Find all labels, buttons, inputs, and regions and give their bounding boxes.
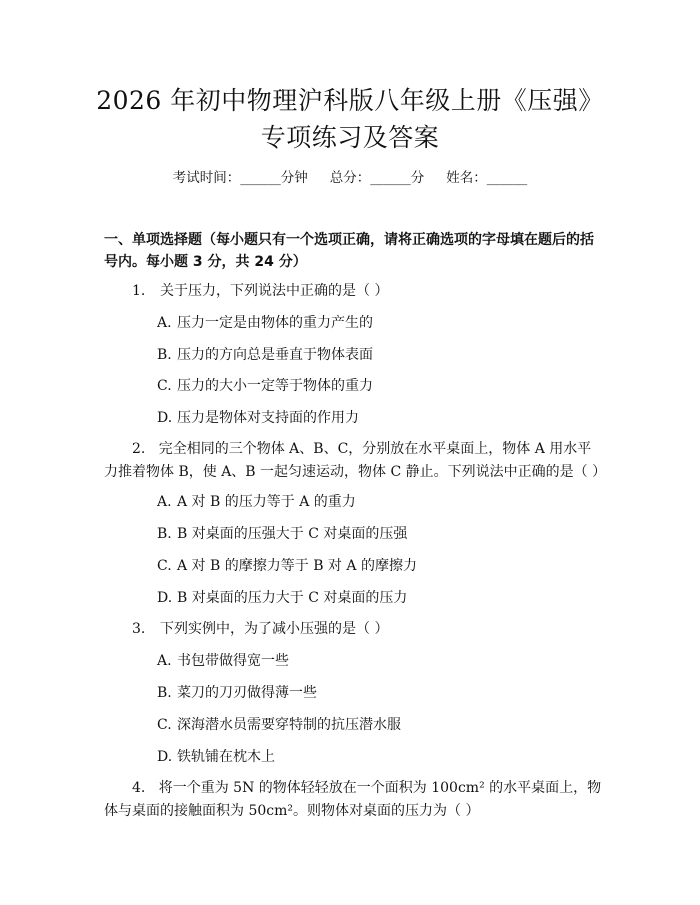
exam-meta [0, 168, 700, 188]
question-4-text: 将一个重为 5N 的物体轻轻放在一个面积为 100cm² 的水平桌面上，物体与桌面的接触面积为 50cm²。则物体对桌面的压力为（ ） [104, 780, 602, 819]
question-3-option-b [157, 683, 597, 703]
option-text: B 对桌面的压力大于 C 对桌面的压力 [177, 590, 408, 606]
option-text: A 对 B 的压力等于 A 的重力 [177, 494, 356, 510]
question-3 [104, 618, 604, 641]
question-2-option-a [157, 492, 597, 512]
question-1-number: 1. [132, 283, 146, 299]
option-text: 菜刀的刀刃做得薄一些 [177, 685, 317, 701]
option-text: 压力的大小一定等于物体的重力 [177, 378, 373, 394]
option-letter: B. [157, 685, 172, 701]
option-letter: A. [157, 653, 172, 669]
question-1 [104, 280, 604, 303]
option-text: A 对 B 的摩擦力等于 B 对 A 的摩擦力 [177, 558, 417, 574]
total-score-field: 总分：______分 [329, 170, 425, 186]
question-2-text: 完全相同的三个物体 A、B、C，分别放在水平桌面上，物体 A 用水平力推着物体 B，使 A、B 一起匀速运动，物体 C 静止。下列说法中正确的是（ ） [104, 441, 607, 480]
option-text: 深海潜水员需要穿特制的抗压潜水服 [177, 717, 401, 733]
question-2 [104, 438, 607, 484]
document-title-line-2: 专项练习及答案 [260, 123, 440, 152]
option-text: 书包带做得宽一些 [177, 653, 289, 669]
option-letter: C. [157, 717, 172, 733]
question-4 [104, 777, 604, 823]
question-3-option-c [157, 715, 597, 735]
student-name-field: 姓名：______ [446, 170, 528, 186]
option-letter: A. [157, 315, 172, 331]
question-2-option-d [157, 588, 597, 608]
question-3-option-a [157, 651, 597, 671]
option-letter: D. [157, 590, 173, 606]
question-1-text: 关于压力，下列说法中正确的是（ ） [160, 283, 389, 299]
question-1-option-c [157, 376, 597, 396]
option-text: B 对桌面的压强大于 C 对桌面的压强 [177, 526, 408, 542]
question-1-option-b [157, 345, 597, 365]
question-3-text: 下列实例中，为了减小压强的是（ ） [160, 621, 389, 637]
option-text: 压力是物体对支持面的作用力 [177, 410, 359, 426]
document-title-line-1: 2026 年初中物理沪科版八年级上册《压强》 [96, 86, 604, 115]
option-letter: B. [157, 347, 172, 363]
question-4-number: 4. [132, 780, 146, 796]
question-2-number: 2. [132, 441, 146, 457]
section-1-heading: 一、单项选择题（每小题只有一个选项正确，请将正确选项的字母填在题后的括号内。每小题 3 分，共 24 分） [104, 232, 594, 270]
question-1-option-a [157, 313, 597, 333]
option-text: 压力一定是由物体的重力产生的 [177, 315, 373, 331]
option-letter: C. [157, 378, 172, 394]
question-2-option-b [157, 524, 597, 544]
option-letter: C. [157, 558, 172, 574]
exam-time-field: 考试时间：______分钟 [172, 170, 308, 186]
question-1-option-d [157, 408, 597, 428]
option-letter: B. [157, 526, 172, 542]
option-letter: A. [157, 494, 172, 510]
question-2-option-c [157, 556, 597, 576]
option-text: 铁轨铺在枕木上 [177, 749, 275, 765]
option-text: 压力的方向总是垂直于物体表面 [177, 347, 373, 363]
question-3-number: 3. [132, 621, 146, 637]
question-3-option-d [157, 747, 597, 767]
option-letter: D. [157, 749, 173, 765]
option-letter: D. [157, 410, 173, 426]
